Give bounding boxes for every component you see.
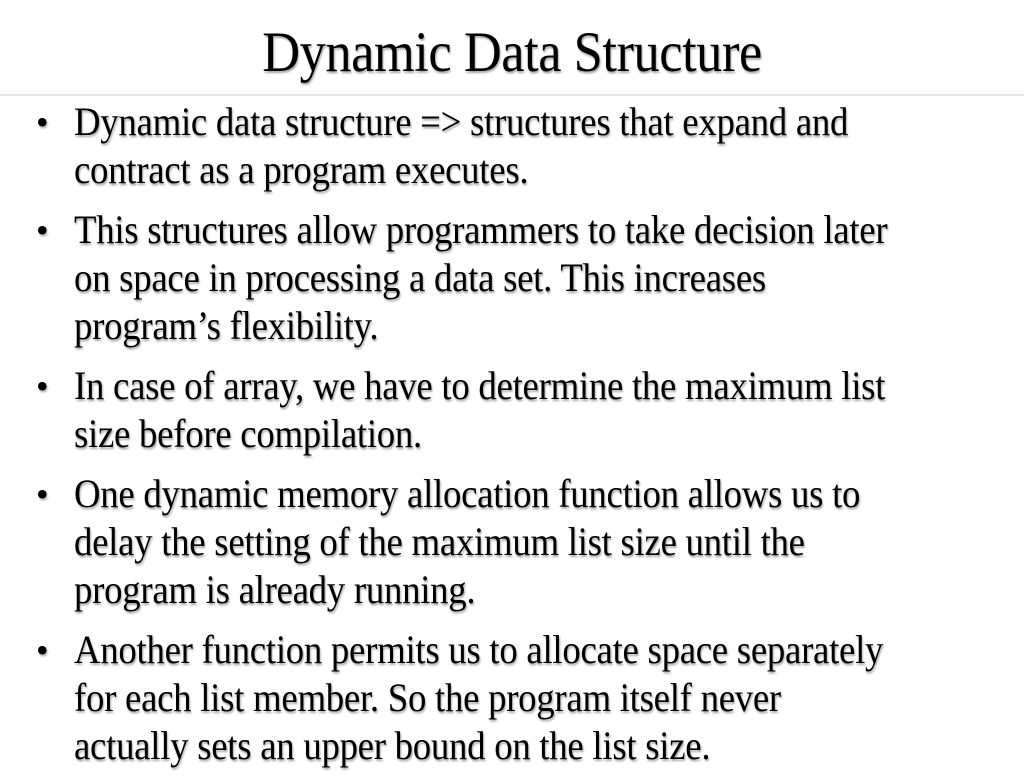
bullet-text	[74, 626, 941, 770]
bullet-item	[36, 626, 1016, 770]
bullet-marker-icon: •	[36, 366, 49, 406]
bullet-text-line: contract as a program executes.	[74, 147, 529, 192]
bullet-text	[74, 362, 941, 458]
bullet-text	[74, 470, 941, 614]
bullet-text-line: Dynamic data structure => structures that expand and	[74, 99, 849, 144]
bullet-item	[36, 362, 1016, 458]
bullet-item	[36, 98, 1016, 194]
bullet-marker-icon: •	[36, 210, 49, 250]
bullet-text	[74, 206, 941, 350]
bullet-text-line: delay the setting of the maximum list size until the	[74, 519, 805, 564]
bullet-text-line: One dynamic memory allocation function allows us to	[74, 471, 861, 516]
bullet-item	[36, 470, 1016, 614]
bullet-marker-icon: •	[36, 102, 49, 142]
bullet-marker-icon: •	[36, 630, 49, 670]
bullet-text-line: program’s flexibility.	[74, 303, 379, 348]
bullet-text-line: In case of array, we have to determine the maximum list	[74, 363, 886, 408]
bullet-text-line: on space in processing a data set. This increases	[74, 255, 766, 300]
bullet-text-line: This structures allow programmers to take decision later	[74, 207, 888, 252]
bullet-text-line: size before compilation.	[74, 411, 422, 456]
bullet-marker-icon: •	[36, 474, 49, 514]
bullet-item	[36, 206, 1016, 350]
title-divider	[0, 94, 1024, 96]
bullet-text-line: actually sets an upper bound on the list size.	[74, 723, 711, 768]
bullet-list	[36, 98, 1016, 782]
bullet-text-line: Another function permits us to allocate space separately	[74, 627, 884, 672]
bullet-text-line: for each list member. So the program itself never	[74, 675, 781, 720]
bullet-text	[74, 98, 941, 194]
slide-title: Dynamic Data Structure	[262, 21, 762, 84]
bullet-text-line: program is already running.	[74, 567, 476, 612]
